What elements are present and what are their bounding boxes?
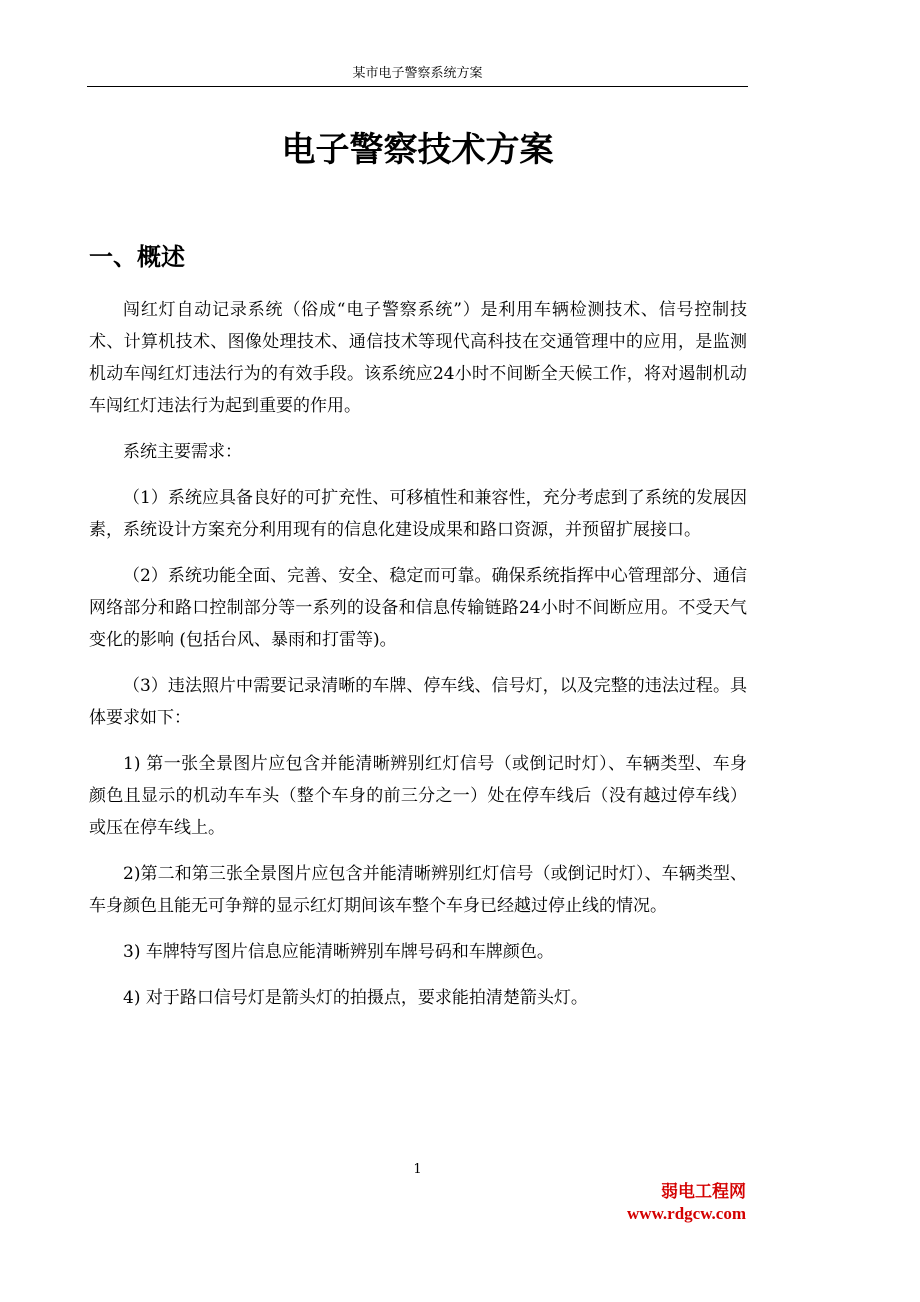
- paragraph-requirements-intro: 系统主要需求：: [123, 442, 242, 462]
- watermark-url: www.rdgcw.com: [627, 1204, 746, 1223]
- paragraph-item-3: 3) 车牌特写图片信息应能清晰辨别车牌号码和车牌颜色。: [123, 942, 554, 962]
- paragraph-requirement-2: （2）系统功能全面、完善、安全、稳定而可靠。确保系统指挥中心管理部分、通信网络部分和路口控制部分等一系列的设备和信息传输链路24小时不间断应用。不受天气变化的影响 (包括台风、暴雨和打雷等)。: [89, 566, 747, 650]
- watermark: [627, 1181, 746, 1225]
- paragraph-requirement-3: （3）违法照片中需要记录清晰的车牌、停车线、信号灯，以及完整的违法过程。具体要求如下：: [89, 676, 747, 728]
- document-body: [89, 294, 747, 1028]
- header-divider: [87, 86, 748, 87]
- paragraph-item-1: 1) 第一张全景图片应包含并能清晰辨别红灯信号（或倒记时灯）、车辆类型、车身颜色且显示的机动车车头（整个车身的前三分之一）处在停车线后（没有越过停车线）或压在停车线上。: [89, 754, 747, 838]
- page-number: 1: [413, 1162, 422, 1177]
- paragraph-overview: 闯红灯自动记录系统（俗成“电子警察系统”）是利用车辆检测技术、信号控制技术、计算机技术、图像处理技术、通信技术等现代高科技在交通管理中的应用，是监测机动车闯红灯违法行为的有效手段。该系统应24小时不间断全天候工作，将对遏制机动车闯红灯违法行为起到重要的作用。: [89, 300, 747, 416]
- watermark-name: 弱电工程网: [661, 1182, 746, 1202]
- section-heading: 一、概述: [89, 243, 185, 271]
- paragraph-item-4: 4) 对于路口信号灯是箭头灯的拍摄点，要求能拍清楚箭头灯。: [123, 988, 588, 1008]
- document-title: 电子警察技术方案: [281, 130, 554, 170]
- paragraph-requirement-1: （1）系统应具备良好的可扩充性、可移植性和兼容性，充分考虑到了系统的发展因素，系统设计方案充分利用现有的信息化建设成果和路口资源，并预留扩展接口。: [89, 488, 747, 540]
- paragraph-item-2: 2)第二和第三张全景图片应包含并能清晰辨别红灯信号（或倒记时灯）、车辆类型、车身颜色且能无可争辩的显示红灯期间该车整个车身已经越过停止线的情况。: [89, 864, 747, 916]
- running-header: 某市电子警察系统方案: [352, 66, 483, 81]
